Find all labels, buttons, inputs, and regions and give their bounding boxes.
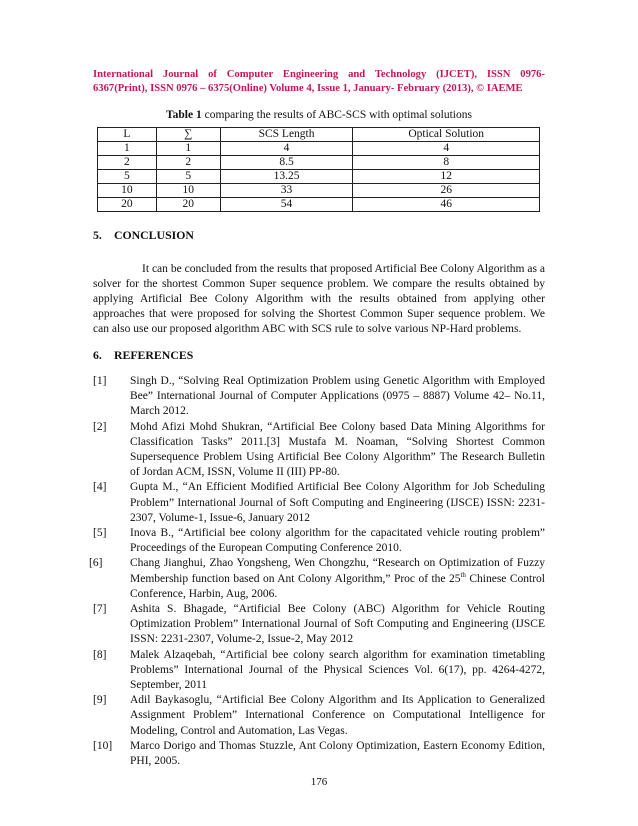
reference-text: Malek Alzaqebah, “Artificial bee colony search algorithm for examination timetabling Problems” International Journal of the Physical Sciences Vol. 6(17), pp. 4264-4272, September, 2011 [130,648,545,692]
table-cell: 13.25 [220,170,353,184]
table-cell: 26 [353,184,540,198]
page-number: 176 [310,776,328,788]
table-header-cell: L [98,128,157,142]
reference-text: Gupta M., “An Efficient Modified Artificial Bee Colony Algorithm for Job Scheduling Problem” International Journal of Soft Computing and Engineering (IJSCE) ISSN: 2231-2307, Volume-1, Issue-6, January 2012 [130,481,545,524]
reference-number: [9] [93,694,107,707]
table-row [98,198,540,212]
reference-item [93,526,545,556]
reference-number: [2] [93,420,107,433]
reference-number: [10] [93,739,113,752]
reference-number: [5] [93,527,107,540]
reference-text: Adil Baykasoglu, “Artificial Bee Colony Algorithm and Its Application to Generalized Assignment Problem” International Conference on Computational Intelligence for Modeling, Control and Automation, Las Vegas. [130,694,545,737]
reference-item [93,374,545,420]
table-cell: 5 [156,170,220,184]
table-cell: 33 [220,184,353,198]
table-row [98,170,540,184]
table-cell: 10 [156,184,220,198]
reference-number: [1] [93,375,107,387]
table-cell: 8.5 [220,156,353,170]
reference-text-part: Chang Jianghui, Zhao Yongsheng, Wen Chongzhu, “Research on Optimization of Fuzzy Membership function based on Ant Colony Algorithm,” Proc of the 25 [130,557,545,585]
table-header-cell: Optical Solution [353,128,540,142]
table-header-row [98,128,540,142]
reference-item [93,739,545,769]
table-caption-label: Table 1 [166,109,202,121]
reference-item [93,693,545,739]
conclusion-heading [93,228,194,242]
reference-text: Mohd Afizi Mohd Shukran, “Artificial Bee Colony based Data Mining Algorithms for Classification Tasks” 2011.[3] Mustafa M. Noaman, “Solving Shortest Common Supersequence Problem Using Artificial Bee Colony Algorithm” The Research Bulletin of Jordan ACM, ISSN, Volume II (III) PP-80. [130,420,545,479]
journal-header-line-2: 6367(Print), ISSN 0976 – 6375(Online) Volume 4, Issue 1, January- February (2013), © IAEME [93,83,523,94]
table-cell: 2 [156,156,220,170]
table-cell: 54 [220,198,353,212]
ordinal-superscript: th [460,570,466,579]
table-cell: 12 [353,170,540,184]
table-row [98,184,540,198]
reference-number: [4] [93,481,107,494]
table-caption [0,108,638,122]
reference-text: Marco Dorigo and Thomas Stuzzle, Ant Colony Optimization, Eastern Economy Edition, PHI, 2005. [130,739,545,768]
table-cell: 46 [353,198,540,212]
reference-text: Inova B., “Artificial bee colony algorithm for the capacitated vehicle routing problem” Proceedings of the European Computing Conference 2010. [130,527,545,555]
reference-number: [8] [93,648,107,661]
table-cell: 4 [220,142,353,156]
table-cell: 10 [98,184,157,198]
reference-text [130,556,545,602]
journal-header [93,68,545,96]
reference-item [93,480,545,526]
section-number: 5. [93,228,102,242]
reference-item [93,420,545,481]
journal-header-line-1: International Journal of Computer Engineering and Technology (IJCET), ISSN 0976- [93,69,545,80]
reference-item [93,648,545,694]
reference-number: [7] [93,603,107,616]
results-table [97,127,540,212]
reference-item [89,556,545,602]
table-cell: 2 [98,156,157,170]
references-list [89,374,545,769]
table-cell: 20 [156,198,220,212]
reference-number: [6] [89,557,103,570]
table-cell: 1 [98,142,157,156]
table-caption-text: comparing the results of ABC-SCS with optimal solutions [201,109,472,121]
references-heading [93,348,193,362]
reference-text-part: Chinese Control Conference, Harbin, Aug, 2006. [130,572,545,600]
table-row [98,142,540,156]
table-cell: 8 [353,156,540,170]
table-cell: 20 [98,198,157,212]
table-cell: 5 [98,170,157,184]
reference-text: Singh D., “Solving Real Optimization Problem using Genetic Algorithm with Employed Bee” International Journal of Computer Applications (0975 – 8887) Volume 42– No.11, March 2012. [130,375,545,418]
table-header-cell: SCS Length [220,128,353,142]
section-title: REFERENCES [113,348,194,362]
table-header-cell: ∑ [156,128,220,142]
section-number: 6. [93,348,102,362]
table-cell: 1 [156,142,220,156]
conclusion-paragraph: It can be concluded from the results that proposed Artificial Bee Colony Algorithm as a solver for the shortest Common Super sequence problem. We compare the results obtained by applying Artificial Bee Colony Algorithm with the results obtained from applying other approaches that were proposed for solving the Shortest Common Super sequence problem. We can also use our proposed algorithm ABC with SCS rule to solve various NP-Hard problems. [93,262,545,336]
section-title: CONCLUSION [113,228,194,242]
reference-item [93,602,545,648]
reference-text: Ashita S. Bhagade, “Artificial Bee Colony (ABC) Algorithm for Vehicle Routing Optimization Problem” International Journal of Soft Computing and Engineering (IJSCE ISSN: 2231-2307, Volume-2, Issue-2, May 2012 [130,603,545,646]
table-cell: 4 [353,142,540,156]
table-row [98,156,540,170]
